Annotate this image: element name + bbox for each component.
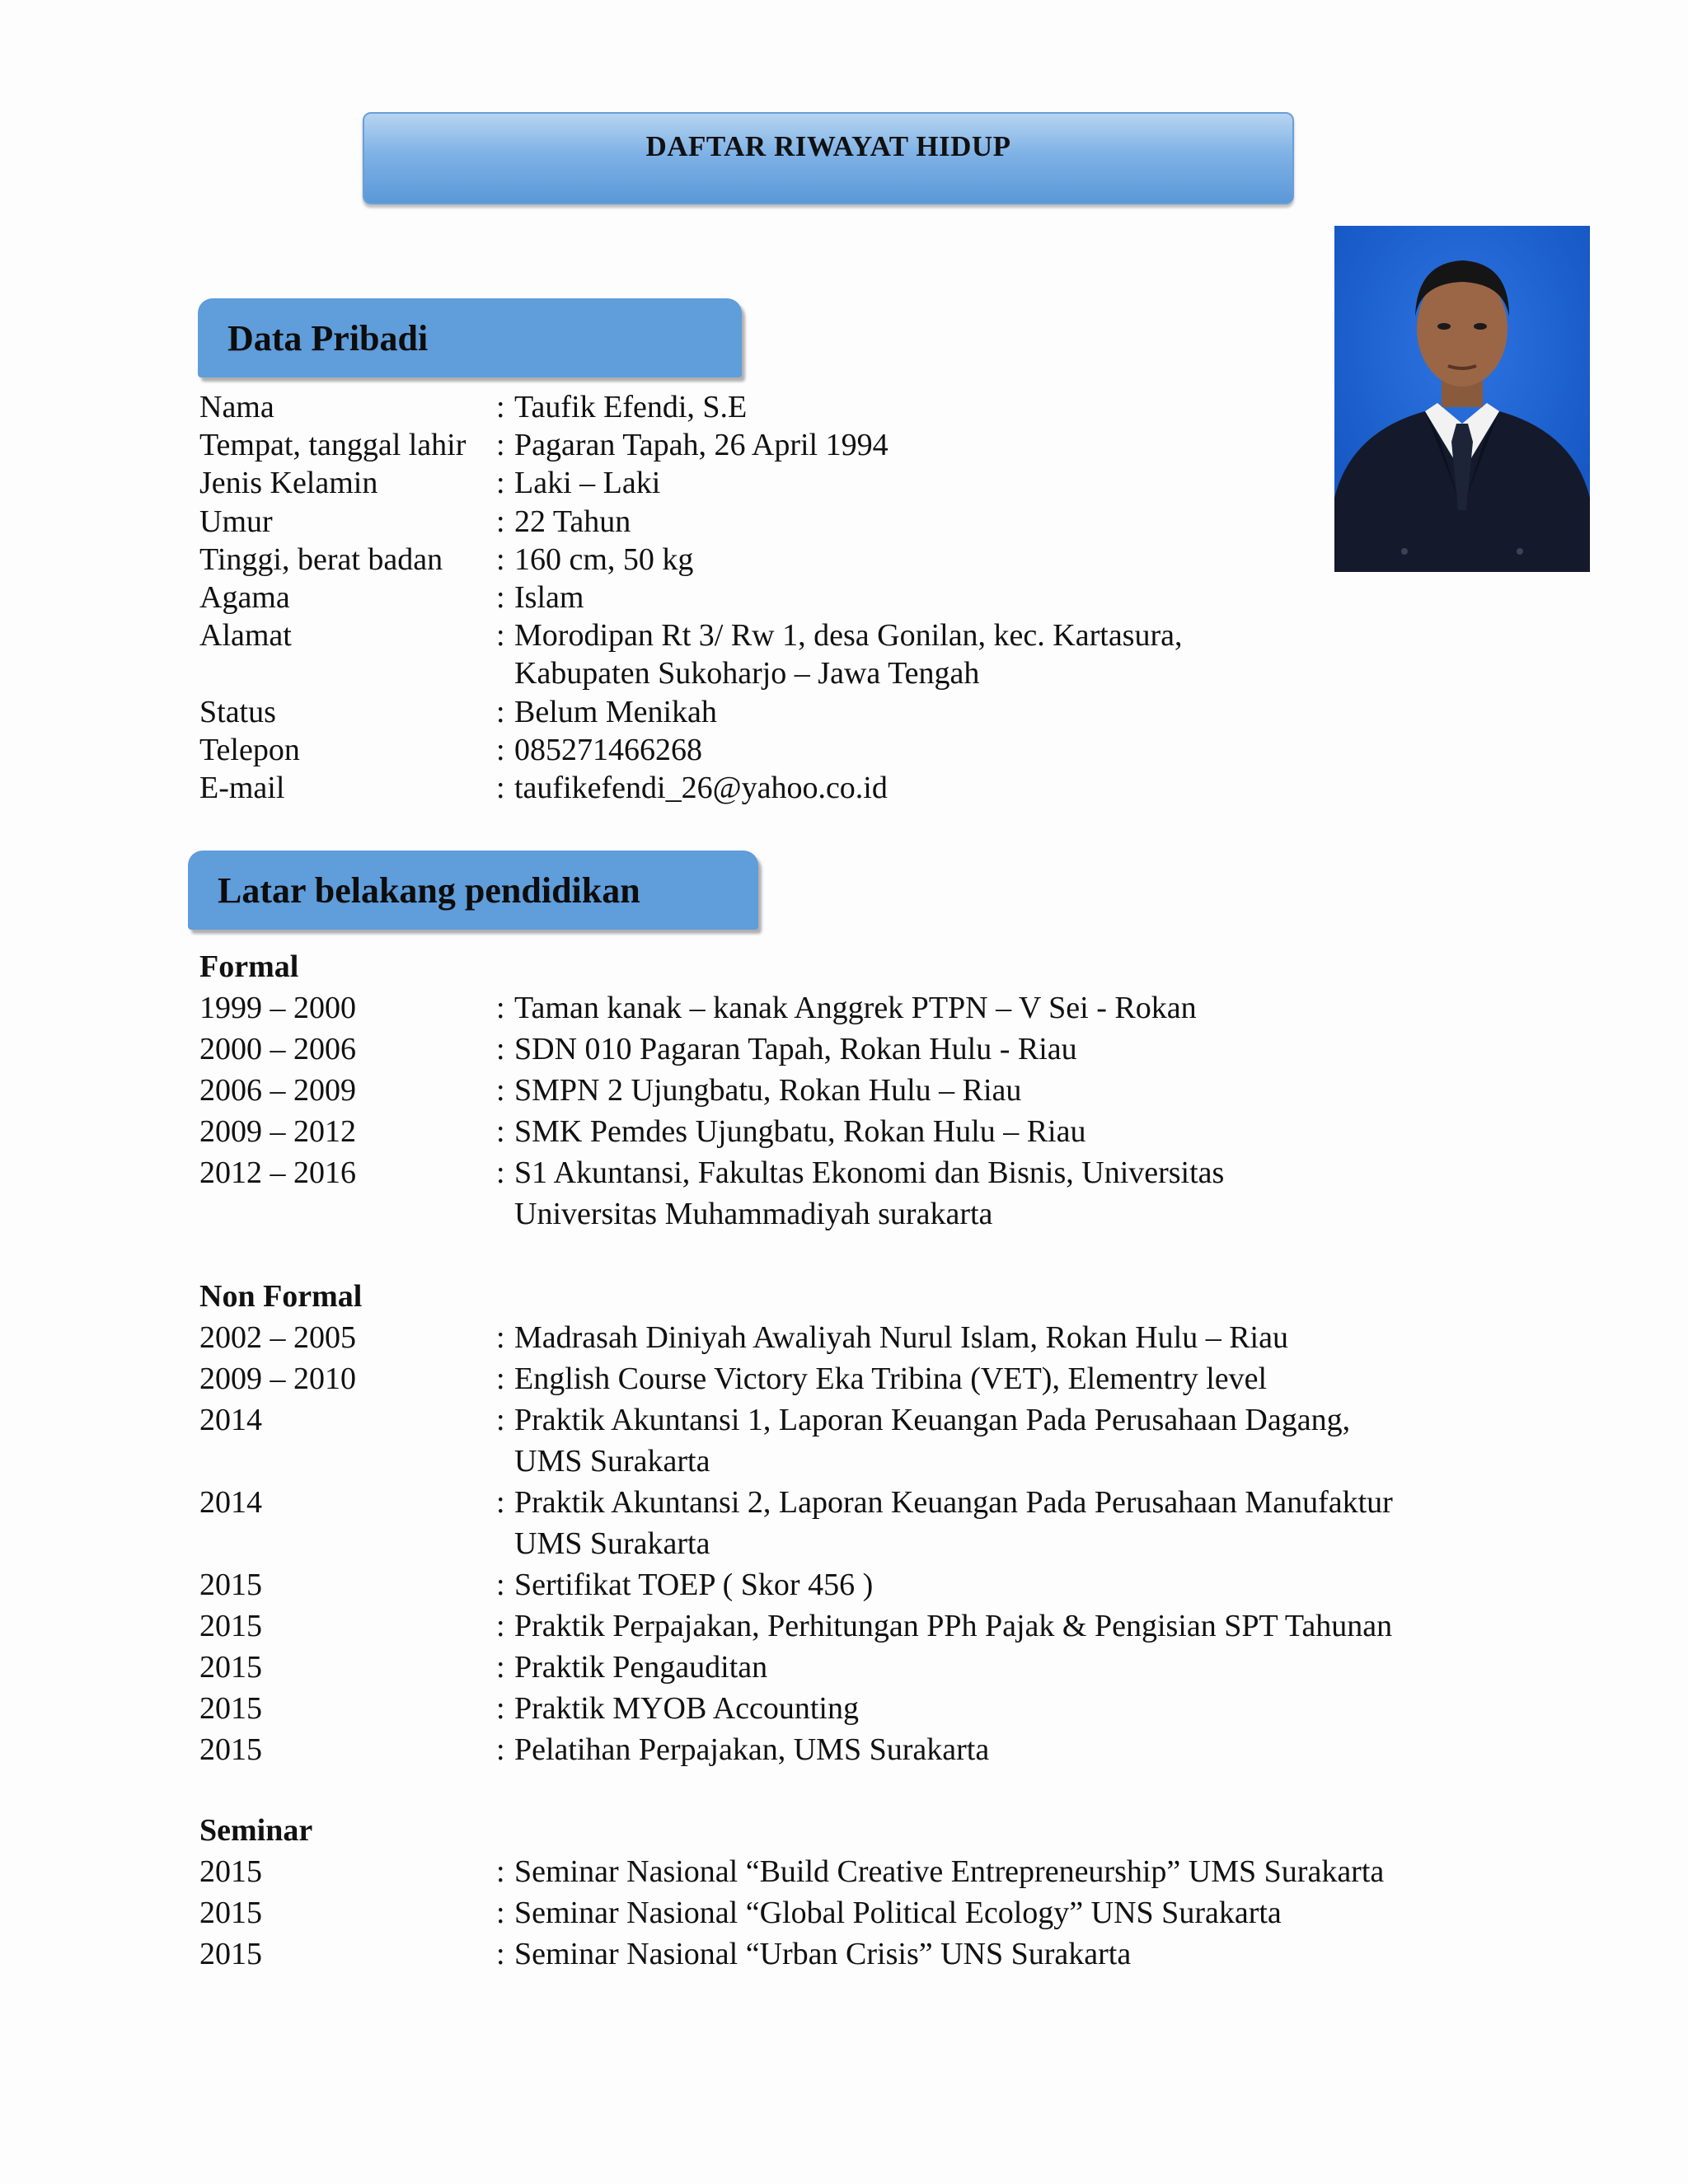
separator: : bbox=[496, 694, 505, 729]
separator: : bbox=[496, 1320, 505, 1355]
item-value: Belum Menikah bbox=[514, 694, 717, 729]
list-item bbox=[199, 1152, 1224, 1235]
list-item bbox=[199, 1892, 1384, 1933]
subsection-title-seminar: Seminar bbox=[199, 1813, 313, 1848]
section-title: Data Pribadi bbox=[227, 317, 429, 359]
item-value: SMK Pemdes Ujungbatu, Rokan Hulu – Riau bbox=[514, 1114, 1086, 1149]
separator: : bbox=[496, 466, 505, 501]
item-label: Telepon bbox=[199, 732, 300, 767]
seminar-block bbox=[199, 1810, 1384, 1975]
item-value: S1 Akuntansi, Fakultas Ekonomi dan Bisnis, Universitas Universitas Muhammadiyah surakarta bbox=[514, 1155, 1225, 1231]
list-item bbox=[199, 769, 1183, 807]
item-value: Praktik Perpajakan, Perhitungan PPh Pajak & Pengisian SPT Tahunan bbox=[514, 1609, 1393, 1643]
item-value: taufikefendi_26@yahoo.co.id bbox=[514, 771, 888, 806]
item-value: 160 cm, 50 kg bbox=[514, 541, 694, 577]
separator: : bbox=[496, 1114, 505, 1149]
formal-education-block bbox=[199, 946, 1224, 1235]
item-label: 2014 bbox=[199, 1403, 262, 1437]
item-label: 2015 bbox=[199, 1896, 262, 1930]
separator: : bbox=[496, 580, 505, 616]
item-label: 2015 bbox=[199, 1937, 262, 1971]
item-label: 2009 – 2012 bbox=[199, 1114, 356, 1149]
item-value: Madrasah Diniyah Awaliyah Nurul Islam, Rokan Hulu – Riau bbox=[514, 1320, 1288, 1355]
item-value: Taufik Efendi, S.E bbox=[514, 390, 748, 424]
section-header-data-pribadi bbox=[198, 298, 742, 377]
separator: : bbox=[496, 1691, 505, 1726]
item-label: Alamat bbox=[199, 618, 292, 654]
list-item bbox=[199, 426, 1183, 464]
subsection-title-formal: Formal bbox=[199, 949, 299, 984]
separator: : bbox=[496, 1609, 505, 1643]
list-item bbox=[199, 1564, 1393, 1605]
separator: : bbox=[496, 1361, 505, 1396]
separator: : bbox=[496, 1650, 505, 1685]
subsection-title-nonformal: Non Formal bbox=[199, 1279, 363, 1314]
separator: : bbox=[496, 1854, 505, 1889]
item-label: 2015 bbox=[199, 1609, 262, 1643]
item-value: Praktik Pengauditan bbox=[514, 1650, 768, 1685]
list-item bbox=[199, 1647, 1393, 1688]
item-value: SMPN 2 Ujungbatu, Rokan Hulu – Riau bbox=[514, 1073, 1022, 1108]
item-label: Status bbox=[199, 694, 276, 729]
item-label: 2012 – 2016 bbox=[199, 1155, 356, 1190]
item-value: Praktik MYOB Accounting bbox=[514, 1691, 859, 1726]
item-label: 2015 bbox=[199, 1568, 262, 1602]
list-item bbox=[199, 464, 1183, 502]
separator: : bbox=[496, 1485, 505, 1520]
item-value: English Course Victory Eka Tribina (VET), Elementry level bbox=[514, 1361, 1268, 1396]
item-label: 2006 – 2009 bbox=[199, 1073, 356, 1108]
separator: : bbox=[496, 618, 505, 654]
item-value: Praktik Akuntansi 1, Laporan Keuangan Pada Perusahaan Dagang, UMS Surakarta bbox=[514, 1403, 1351, 1479]
separator: : bbox=[496, 1568, 505, 1602]
list-item bbox=[199, 388, 1183, 426]
title-banner bbox=[363, 112, 1294, 204]
item-label: 2015 bbox=[199, 1691, 262, 1726]
list-item bbox=[199, 693, 1183, 731]
list-item bbox=[199, 1111, 1224, 1152]
item-value: Seminar Nasional “Build Creative Entrepreneurship” UMS Surakarta bbox=[514, 1854, 1385, 1889]
item-value: Pagaran Tapah, 26 April 1994 bbox=[514, 428, 889, 463]
item-label: Umur bbox=[199, 504, 273, 539]
section-header-pendidikan bbox=[188, 851, 758, 930]
item-value: Seminar Nasional “Global Political Ecology” UNS Surakarta bbox=[514, 1896, 1282, 1930]
list-item bbox=[199, 541, 1183, 579]
list-item bbox=[199, 1933, 1384, 1975]
separator: : bbox=[496, 1155, 505, 1190]
item-label: E-mail bbox=[199, 771, 285, 806]
person-portrait-icon bbox=[1334, 226, 1590, 572]
section-title: Latar belakang pendidikan bbox=[218, 869, 640, 911]
separator: : bbox=[496, 541, 505, 577]
item-value: 085271466268 bbox=[514, 732, 702, 767]
page-title: DAFTAR RIWAYAT HIDUP bbox=[645, 130, 1011, 162]
list-item bbox=[199, 1605, 1393, 1647]
list-item bbox=[199, 1482, 1393, 1564]
list-item bbox=[199, 1070, 1224, 1111]
profile-photo bbox=[1334, 226, 1590, 572]
item-label: Nama bbox=[199, 390, 274, 424]
separator: : bbox=[496, 1937, 505, 1971]
nonformal-education-block bbox=[199, 1276, 1393, 1770]
item-label: Jenis Kelamin bbox=[199, 466, 378, 501]
separator: : bbox=[496, 504, 505, 539]
item-label: Agama bbox=[199, 580, 290, 616]
separator: : bbox=[496, 1032, 505, 1066]
list-item bbox=[199, 731, 1183, 769]
personal-data-list bbox=[199, 388, 1183, 807]
item-value: Morodipan Rt 3/ Rw 1, desa Gonilan, kec. Kartasura, Kabupaten Sukoharjo – Jawa Tengah bbox=[514, 618, 1183, 691]
item-value: 22 Tahun bbox=[514, 504, 631, 539]
item-value: Praktik Akuntansi 2, Laporan Keuangan Pada Perusahaan Manufaktur UMS Surakarta bbox=[514, 1485, 1393, 1561]
separator: : bbox=[496, 771, 505, 806]
separator: : bbox=[496, 1403, 505, 1437]
list-item bbox=[199, 1029, 1224, 1070]
list-item bbox=[199, 1688, 1393, 1729]
list-item bbox=[199, 1399, 1393, 1482]
item-value: Sertifikat TOEP ( Skor 456 ) bbox=[514, 1568, 874, 1602]
item-value: SDN 010 Pagaran Tapah, Rokan Hulu - Riau bbox=[514, 1032, 1077, 1066]
item-label: 2015 bbox=[199, 1732, 262, 1767]
separator: : bbox=[496, 1896, 505, 1930]
list-item bbox=[199, 503, 1183, 541]
item-label: 1999 – 2000 bbox=[199, 991, 356, 1025]
item-label: Tempat, tanggal lahir bbox=[199, 428, 467, 463]
item-label: Tinggi, berat badan bbox=[199, 541, 443, 577]
list-item bbox=[199, 1729, 1393, 1770]
separator: : bbox=[496, 390, 505, 424]
list-item bbox=[199, 1851, 1384, 1892]
separator: : bbox=[496, 428, 505, 463]
separator: : bbox=[496, 732, 505, 767]
item-label: 2002 – 2005 bbox=[199, 1320, 356, 1355]
item-label: 2009 – 2010 bbox=[199, 1361, 356, 1396]
item-value: Pelatihan Perpajakan, UMS Surakarta bbox=[514, 1732, 990, 1767]
item-value: Taman kanak – kanak Anggrek PTPN – V Sei - Rokan bbox=[514, 991, 1197, 1025]
list-item bbox=[199, 1317, 1393, 1358]
item-value: Laki – Laki bbox=[514, 466, 661, 501]
item-label: 2014 bbox=[199, 1485, 262, 1520]
item-value: Seminar Nasional “Urban Crisis” UNS Surakarta bbox=[514, 1937, 1132, 1971]
separator: : bbox=[496, 1073, 505, 1108]
separator: : bbox=[496, 991, 505, 1025]
list-item bbox=[199, 1358, 1393, 1399]
separator: : bbox=[496, 1732, 505, 1767]
item-label: 2015 bbox=[199, 1854, 262, 1889]
item-label: 2015 bbox=[199, 1650, 262, 1685]
item-label: 2000 – 2006 bbox=[199, 1032, 356, 1066]
item-value: Islam bbox=[514, 580, 584, 616]
list-item bbox=[199, 579, 1183, 616]
list-item bbox=[199, 987, 1224, 1029]
list-item bbox=[199, 616, 1183, 692]
